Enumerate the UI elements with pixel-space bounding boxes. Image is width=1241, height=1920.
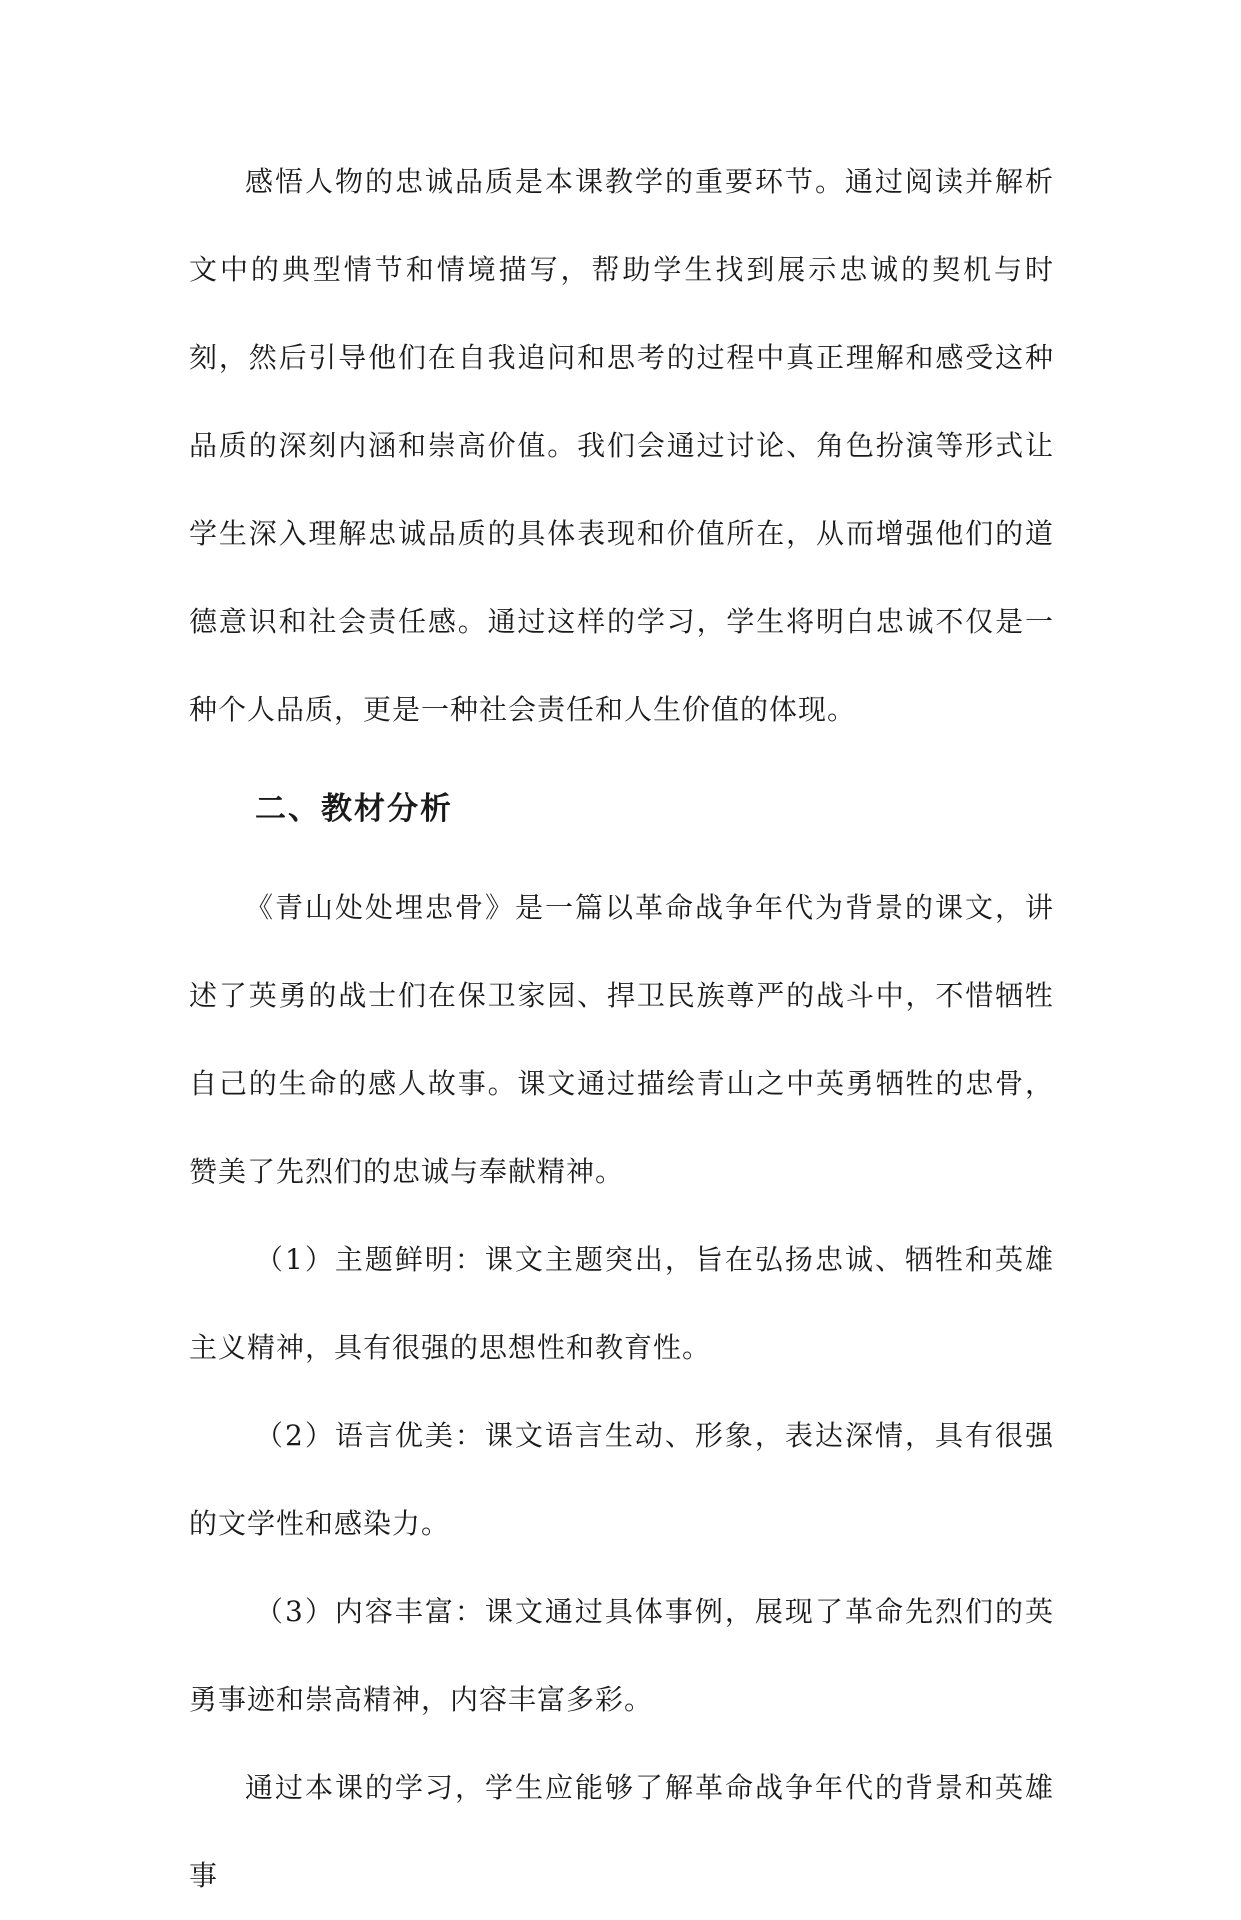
closing-paragraph: 通过本课的学习，学生应能够了解革命战争年代的背景和英雄事 xyxy=(189,1771,1054,1892)
section-heading: 二、教材分析 xyxy=(255,791,453,827)
analysis-paragraph: 《青山处处埋忠骨》是一篇以革命战争年代为背景的课文，讲述了英勇的战士们在保卫家园、捍卫民族尊严的战斗中，不惜牺牲自己的生命的感人故事。课文通过描绘青山之中英勇牺牲的忠骨，赞美了先烈们的忠诚与奉献精神。 xyxy=(189,891,1054,1188)
document-body xyxy=(189,138,1054,1920)
list-item: （1）主题鲜明：课文主题突出，旨在弘扬忠诚、牺牲和英雄主义精神，具有很强的思想性和教育性。 xyxy=(189,1243,1054,1364)
intro-paragraph: 感悟人物的忠诚品质是本课教学的重要环节。通过阅读并解析文中的典型情节和情境描写，帮助学生找到展示忠诚的契机与时刻，然后引导他们在自我追问和思考的过程中真正理解和感受这种品质的深刻内涵和崇高价值。我们会通过讨论、角色扮演等形式让学生深入理解忠诚品质的具体表现和价值所在，从而增强他们的道德意识和社会责任感。通过这样的学习，学生将明白忠诚不仅是一种个人品质，更是一种社会责任和人生价值的体现。 xyxy=(189,165,1054,726)
list-item: （3）内容丰富：课文通过具体事例，展现了革命先烈们的英勇事迹和崇高精神，内容丰富多彩。 xyxy=(189,1595,1054,1716)
list-item: （2）语言优美：课文语言生动、形象，表达深情，具有很强的文学性和感染力。 xyxy=(189,1419,1054,1540)
